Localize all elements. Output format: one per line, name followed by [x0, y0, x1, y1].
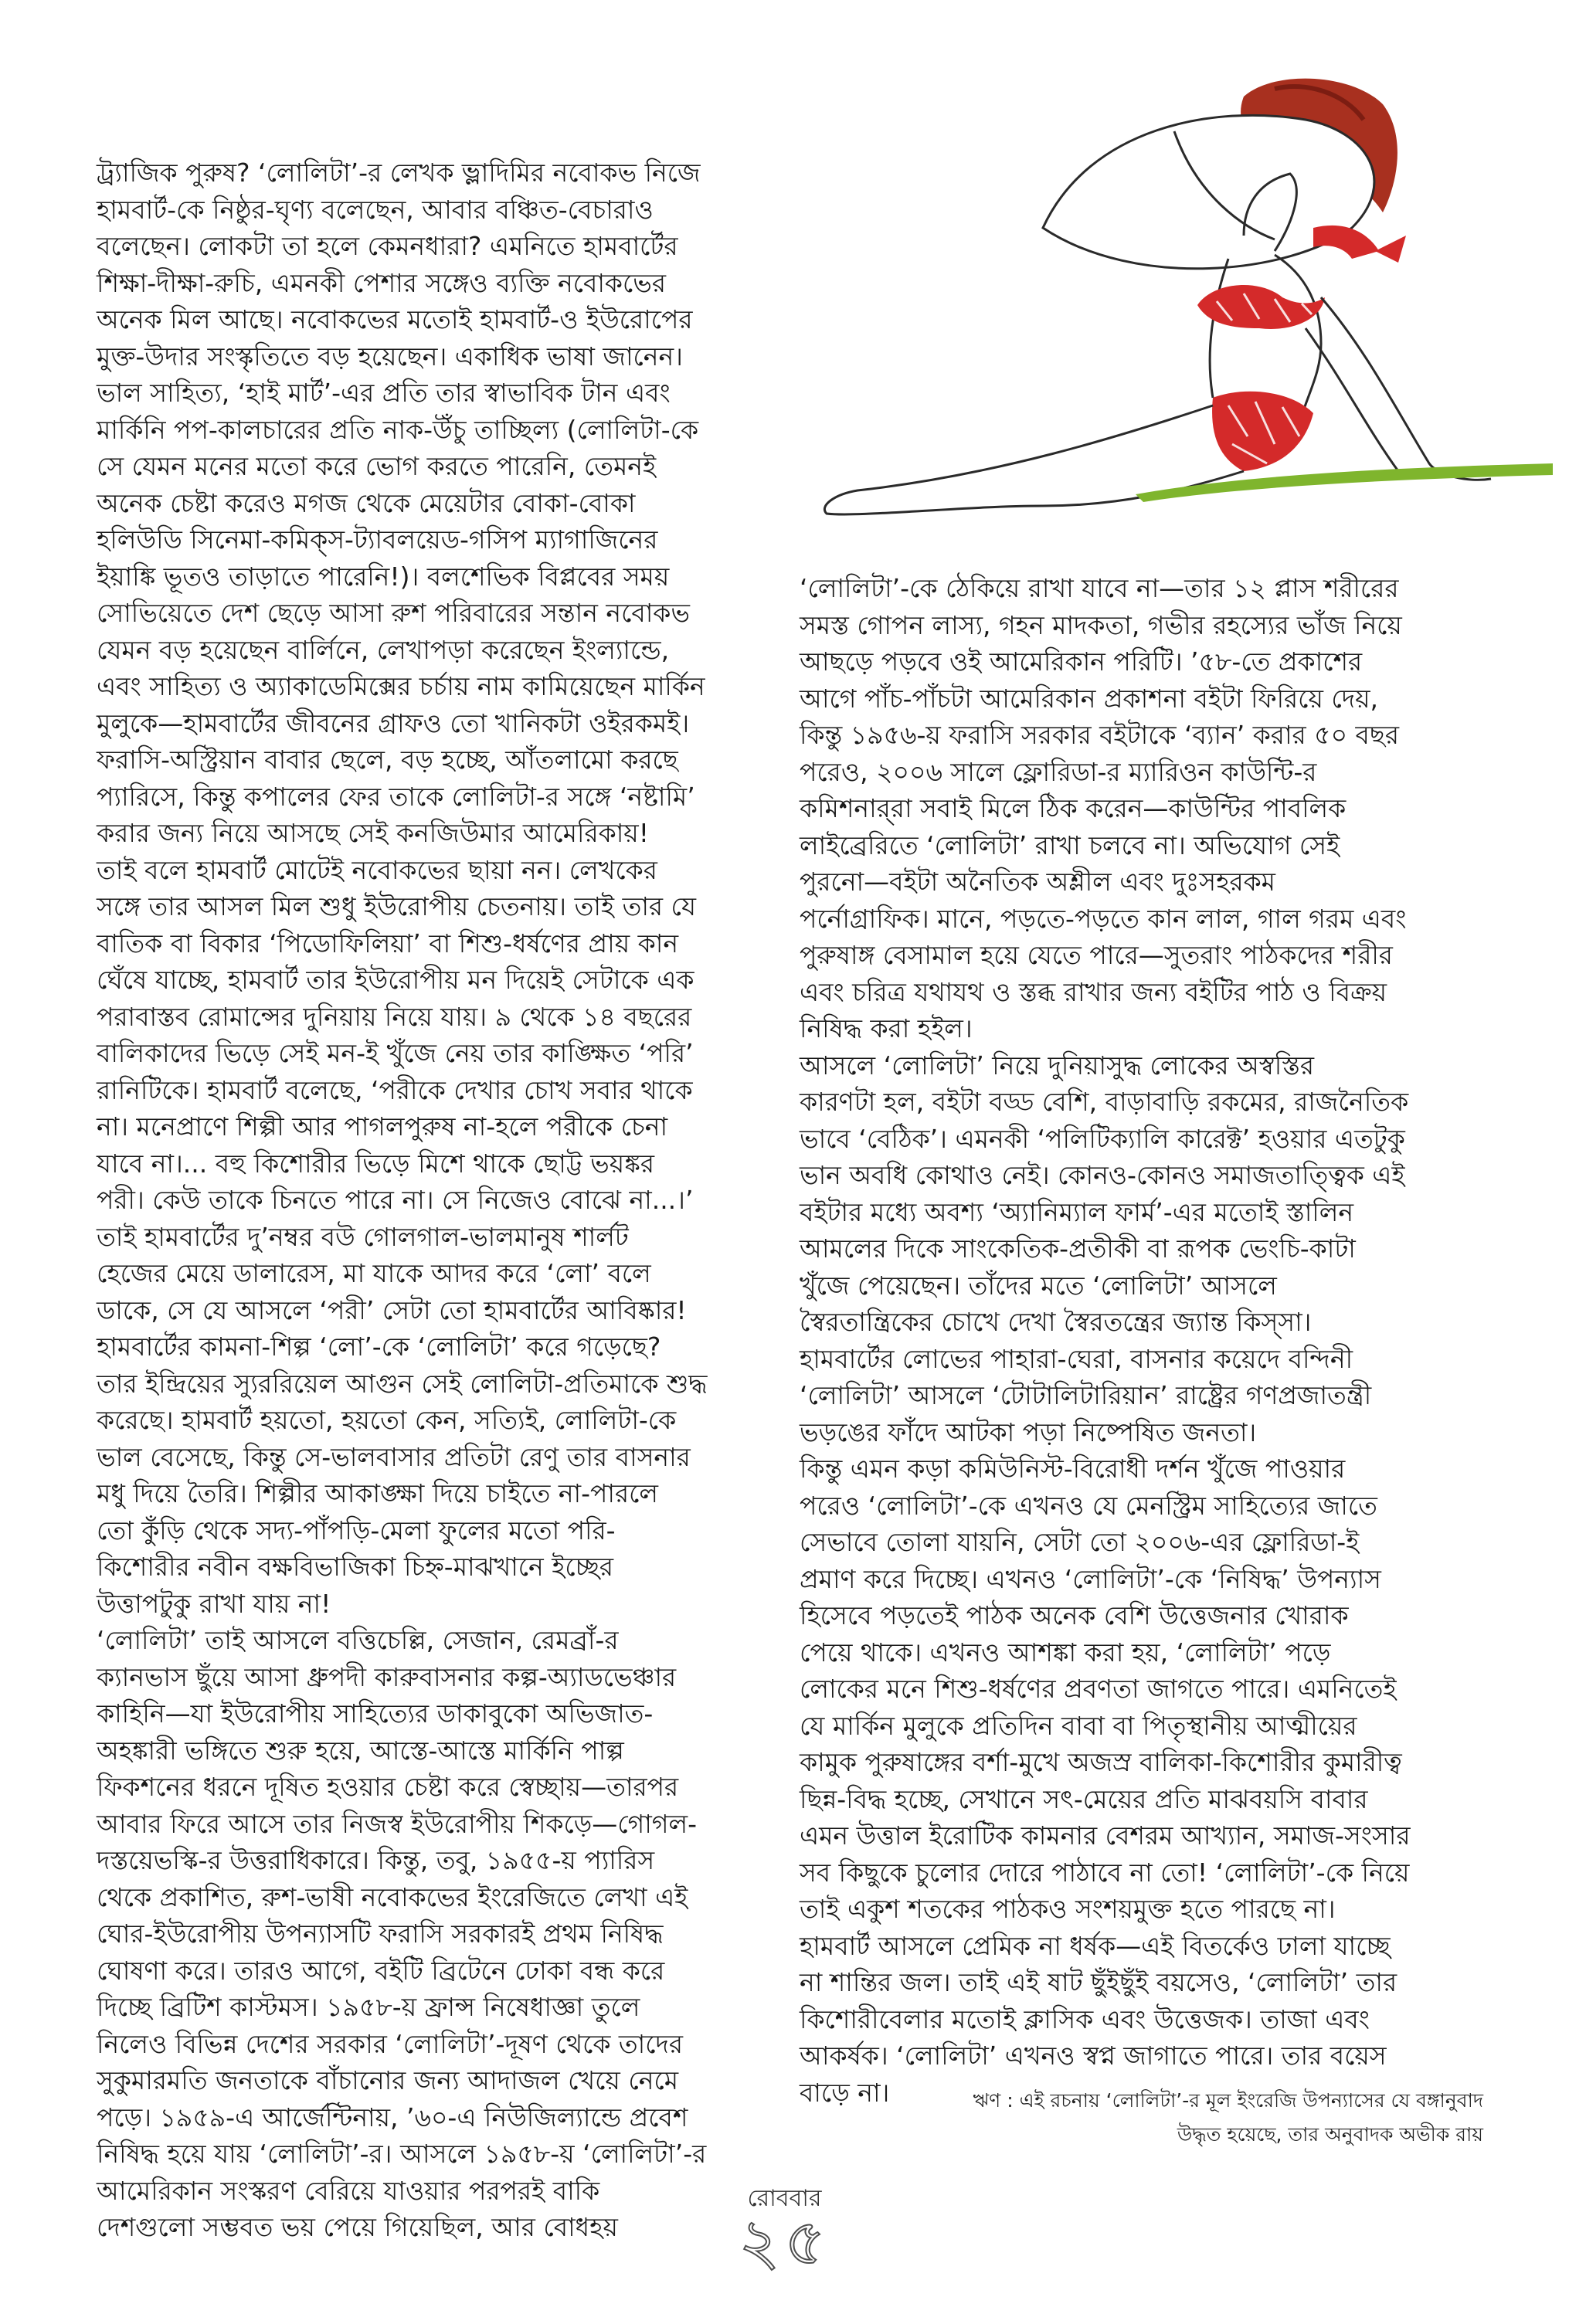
- text-line: পর্নোগ্রাফিক। মানে, পড়তে-পড়তে কান লাল, গাল গরম এবং: [800, 903, 1407, 934]
- text-line: নিলেও বিভিন্ন দেশের সরকার ‘লোলিটা’-দূষণ থেকে তাদের: [97, 2028, 684, 2059]
- text-line: হলিউডি সিনেমা-কমিক্‌স-ট্যাবলয়েড-গসিপ ম্যাগাজিনের: [97, 524, 658, 555]
- illustration-woman-in-bikini: [811, 73, 1553, 537]
- article-right-column: [800, 570, 1479, 2111]
- text-line: বাড়ে না।: [800, 2077, 890, 2108]
- text-line: কমিশনার্‌রা সবাই মিলে ঠিক করেন—কাউন্টির পাবলিক: [800, 793, 1347, 823]
- text-line: ঘেঁষে যাচ্ছে, হামবার্ট তার ইউরোপীয় মন দিয়েই সেটাকে এক: [97, 965, 695, 995]
- text-line: ডাকে, সে যে আসলে ‘পরী’ সেটা তো হামবার্টের আবিষ্কার!: [97, 1294, 687, 1325]
- text-line: মধু দিয়ে তৈরি। শিল্পীর আকাঙ্ক্ষা দিয়ে চাইতে না-পারলে: [97, 1478, 658, 1508]
- text-line: দস্তয়েভস্কি-র উত্তরাধিকারে। কিন্তু, তবু, ১৯৫৫-য় প্যারিস: [97, 1845, 655, 1875]
- text-line: হিসেবে পড়তেই পাঠক অনেক বেশি উত্তেজনার খোরাক: [800, 1600, 1349, 1630]
- text-line: আছড়ে পড়বে ওই আমেরিকান পরিটি। ’৫৮-তে প্রকাশের: [800, 646, 1363, 677]
- text-line: প্যারিসে, কিন্তু কপালের ফের তাকে লোলিটা-র সঙ্গে ‘নষ্টামি’: [97, 781, 695, 812]
- text-line: ঘোর-ইউরোপীয় উপন্যাসটি ফরাসি সরকারই প্রথম নিষিদ্ধ: [97, 1919, 664, 1949]
- text-line: কিশোরীবেলার মতোই ক্লাসিক এবং উত্তেজক। তাজা এবং: [800, 2003, 1370, 2034]
- text-line: লোকের মনে শিশু-ধর্ষণের প্রবণতা জাগতে পারে। এমনিতেই: [800, 1674, 1397, 1704]
- text-line: উত্তাপটুকু রাখা যায় না!: [97, 1588, 331, 1619]
- text-line: পুরুষাঙ্গ বেসামাল হয়ে যেতে পারে—সুতরাং পাঠকদের শরীর: [800, 940, 1393, 970]
- text-line: আমলের দিকে সাংকেতিক-প্রতীকী বা রূপক ভেংচি-কাটা: [800, 1233, 1356, 1264]
- text-line: হামবার্ট আসলে প্রেমিক না ধর্ষক—এই বিতর্কেও ঢালা যাচ্ছে: [800, 1930, 1391, 1961]
- text-line: অনেক চেষ্টা করেও মগজ থেকে মেয়েটার বোকা-বোকা: [97, 487, 636, 518]
- text-line: থেকে প্রকাশিত, রুশ-ভাষী নবোকভের ইংরেজিতে লেখা এই: [97, 1881, 688, 1912]
- text-line: বলেছেন। লোকটা তা হলে কেমনধারা? এমনিতে হামবার্টের: [97, 231, 678, 261]
- text-line: মুক্ত-উদার সংস্কৃতিতে বড় হয়েছেন। একাধিক ভাষা জানেন।: [97, 341, 683, 372]
- grass-strip: [1136, 463, 1553, 502]
- text-line: ভড়ঙের ফাঁদে আটকা পড়া নিষ্পেষিত জনতা।: [800, 1416, 1257, 1447]
- leg-outline: [824, 405, 1244, 514]
- text-line: যে মার্কিন মুলুকে প্রতিদিন বাবা বা পিতৃস্থানীয় আত্মীয়ের: [800, 1710, 1357, 1741]
- text-line: ট্র্যাজিক পুরুষ? ‘লোলিটা’-র লেখক ভ্লাদিমির নবোকভ নিজে: [97, 158, 701, 188]
- text-line: কিন্তু এমন কড়া কমিউনিস্ট-বিরোধী দর্শন খুঁজে পাওয়ার: [800, 1454, 1346, 1484]
- text-line: তার ইন্দ্রিয়ের স্যুররিয়েল আগুন সেই লোলিটা-প্রতিমাকে শুদ্ধ: [97, 1368, 708, 1399]
- page-number: ২৫: [739, 2206, 830, 2279]
- text-line: হামবার্ট-কে নিষ্ঠুর-ঘৃণ্য বলেছেন, আবার বঞ্চিত-বেচারাও: [97, 194, 654, 225]
- text-line: শিক্ষা-দীক্ষা-রুচি, এমনকী পেশার সঙ্গেও ব্যক্তি নবোকভের: [97, 267, 667, 298]
- text-line: ফিকশনের ধরনে দূষিত হওয়ার চেষ্টা করে স্বেচ্ছায়—তারপর: [97, 1772, 679, 1802]
- text-line: এবং চরিত্র যথাযথ ও স্তব্ধ রাখার জন্য বইটির পাঠ ও বিক্রয়: [800, 976, 1387, 1007]
- text-line: রানিটিকে। হামবার্ট বলেছে, ‘পরীকে দেখার চোখ সবার থাকে: [97, 1074, 693, 1105]
- article-left-column: [97, 154, 776, 2246]
- text-line: পরাবাস্তব রোমান্সের দুনিয়ায় নিয়ে যায়। ৯ থেকে ১৪ বছরের: [97, 1001, 692, 1032]
- text-line: কারণটা হল, বইটা বড্ড বেশি, বাড়াবাড়ি রকমের, রাজনৈতিক: [800, 1087, 1409, 1117]
- text-line: আগে পাঁচ-পাঁচটা আমেরিকান প্রকাশনা বইটা ফিরিয়ে দেয়,: [800, 683, 1379, 714]
- text-line: স্বৈরতান্ত্রিকের চোখে দেখা স্বৈরতন্ত্রের জ্যান্ত কিস্‌সা।: [800, 1307, 1312, 1337]
- text-line: হেজের মেয়ে ডালারেস, মা যাকে আদর করে ‘লো’ বলে: [97, 1258, 651, 1288]
- text-line: নিষিদ্ধ হয়ে যায় ‘লোলিটা’-র। আসলে ১৯৫৮-য় ‘লোলিটা’-র: [97, 2139, 707, 2169]
- text-line: ‘লোলিটা’ তাই আসলে বত্তিচেল্লি, সেজান, রেমব্রাঁ-র: [97, 1625, 619, 1655]
- text-line: হামবার্টের লোভের পাহারা-ঘেরা, বাসনার কয়েদে বন্দিনী: [800, 1343, 1353, 1374]
- text-line: আমেরিকান সংস্করণ বেরিয়ে যাওয়ার পরপরই বাকি: [97, 2175, 600, 2206]
- text-line: সমস্ত গোপন লাস্য, গহন মাদকতা, গভীর রহস্যের ভাঁজ নিয়ে: [800, 609, 1402, 640]
- text-line: ইয়াঙ্কি ভূতও তাড়াতে পারেনি!)। বলশেভিক বিপ্লবের সময়: [97, 561, 670, 592]
- footnote: [850, 2084, 1483, 2152]
- text-line: যেমন বড় হয়েছেন বার্লিনে, লেখাপড়া করেছেন ইংল্যান্ডে,: [97, 634, 670, 665]
- text-line: এবং সাহিত্য ও অ্যাকাডেমিক্সের চর্চায় নাম কামিয়েছেন মার্কিন: [97, 671, 705, 701]
- text-line: তাই একুশ শতকের পাঠকও সংশয়মুক্ত হতে পারছে না।: [800, 1894, 1336, 1924]
- text-line: অনেক মিল আছে। নবোকভের মতোই হামবার্ট-ও ইউরোপের: [97, 304, 693, 334]
- text-line: ভান অবধি কোথাও নেই। কোনও-কোনও সমাজতাত্ত্বিক এই: [800, 1160, 1405, 1190]
- text-line: হামবার্টের কামনা-শিল্প ‘লো’-কে ‘লোলিটা’ করে গড়েছে?: [97, 1332, 661, 1362]
- text-line: সব কিছুকে চুলোর দোরে পাঠাবে না তো! ‘লোলিটা’-কে নিয়ে: [800, 1857, 1410, 1888]
- text-line: খুঁজে পেয়েছেন। তাঁদের মতে ‘লোলিটা’ আসলে: [800, 1270, 1277, 1301]
- text-line: পরী। কেউ তাকে চিনতে পারে না। সে নিজেও বোঝে না...।’: [97, 1185, 694, 1215]
- text-line: সুকুমারমতি জনতাকে বাঁচানোর জন্য আদাজল খেয়ে নেমে: [97, 2065, 679, 2095]
- text-line: তাই বলে হামবার্ট মোটেই নবোকভের ছায়া নন। লেখকের: [97, 854, 657, 885]
- text-line: এমন উত্তাল ইরোটিক কামনার বেশরম আখ্যান, সমাজ-সংসার: [800, 1820, 1411, 1851]
- text-line: তো কুঁড়ি থেকে সদ্য-পাঁপড়ি-মেলা ফুলের মতো পরি-: [97, 1515, 616, 1545]
- text-line: ভাল সাহিত্য, ‘হাই মার্ট’-এর প্রতি তার স্বাভাবিক টান এবং: [97, 378, 671, 408]
- text-line: বইটার মধ্যে অবশ্য ‘অ্যানিম্যাল ফার্ম’-এর মতোই স্তালিন: [800, 1196, 1354, 1227]
- text-line: দেশগুলো সম্ভবত ভয় পেয়ে গিয়েছিল, আর বোধহয়: [97, 2212, 618, 2242]
- text-line: ক্যানভাস ছুঁয়ে আসা ধ্রুপদী কারুবাসনার কল্প-অ্যাডভেঞ্চার: [97, 1661, 677, 1692]
- text-line: সে যেমন মনের মতো করে ভোগ করতে পারেনি, তেমনই: [97, 451, 657, 481]
- text-line: আসলে ‘লোলিটা’ নিয়ে দুনিয়াসুদ্ধ লোকের অস্বস্তির: [800, 1050, 1315, 1081]
- text-line: পরেও ‘লোলিটা’-কে এখনও যে মেনস্ট্রিম সাহিত্যের জাতে: [800, 1490, 1377, 1521]
- text-line: বালিকাদের ভিড়ে সেই মন-ই খুঁজে নেয় তার কাঙ্ক্ষিত ‘পরি’: [97, 1038, 694, 1068]
- text-line: সোভিয়েতে দেশ ছেড়ে আসা রুশ পরিবারের সন্তান নবোকভ: [97, 598, 690, 628]
- text-line: বাতিক বা বিকার ‘পিডোফিলিয়া’ বা শিশু-ধর্ষণের প্রায় কান: [97, 928, 679, 958]
- text-line: আকর্ষক। ‘লোলিটা’ এখনও স্বপ্ন জাগাতে পারে। তার বয়েস: [800, 2041, 1387, 2071]
- text-line: না শান্তির জল। তাই এই ষাট ছুঁইছুঁই বয়সেও, ‘লোলিটা’ তার: [800, 1967, 1397, 1997]
- text-line: সেভাবে তোলা যায়নি, সেটা তো ২০০৬-এর ফ্লোরিডা-ই: [800, 1527, 1360, 1557]
- text-line: প্রমাণ করে দিচ্ছে। এখনও ‘লোলিটা’-কে ‘নিষিদ্ধ’ উপন্যাস: [800, 1563, 1381, 1594]
- text-line: ঘোষণা করে। তারও আগে, বইটি ব্রিটেনে ঢোকা বন্ধ করে: [97, 1955, 665, 1986]
- text-line: কিন্তু ১৯৫৬-য় ফরাসি সরকার বইটাকে ‘ব্যান’ করার ৫০ বছর: [800, 720, 1400, 750]
- text-line: কিশোরীর নবীন বক্ষবিভাজিকা চিহ্ন-মাঝখানে ইচ্ছের: [97, 1552, 614, 1582]
- text-line: পুরনো—বইটা অনৈতিক অশ্লীল এবং দুঃসহরকম: [800, 867, 1276, 897]
- text-line: সঙ্গে তার আসল মিল শুধু ইউরোপীয় চেতনায়। তাই তার যে: [97, 891, 696, 921]
- text-line: তাই হামবার্টের দু’নম্বর বউ গোলগাল-ভালমানুষ শার্লট: [97, 1221, 629, 1252]
- footnote-line: উদ্ধৃত হয়েছে, তার অনুবাদক অভীক রায়: [1177, 2123, 1483, 2146]
- text-line: ‘লোলিটা’-কে ঠেকিয়ে রাখা যাবে না—তার ১২ প্লাস শরীরের: [800, 573, 1399, 603]
- text-line: ফরাসি-অস্ট্রিয়ান বাবার ছেলে, বড় হচ্ছে, আঁতলামো করছে: [97, 745, 678, 775]
- text-line: ‘লোলিটা’ আসলে ‘টোটালিটারিয়ান’ রাষ্ট্রের গণপ্রজাতন্ত্রী: [800, 1380, 1372, 1410]
- text-line: পেয়ে থাকে। এখনও আশঙ্কা করা হয়, ‘লোলিটা’ পড়ে: [800, 1637, 1331, 1668]
- text-line: ভাল বেসেছে, কিন্তু সে-ভালবাসার প্রতিটা রেণু তার বাসনার: [97, 1441, 691, 1472]
- text-line: ভাবে ‘বেঠিক’। এমনকী ‘পলিটিক্যালি কারেক্ট’ হওয়ার এতটুকু: [800, 1123, 1405, 1154]
- text-line: পড়ে। ১৯৫৯-এ আর্জেন্টিনায়, ’৬০-এ নিউজিল্যান্ডে প্রবেশ: [97, 2102, 688, 2132]
- footnote-line: ঋণ : এই রচনায় ‘লোলিটা’-র মূল ইংরেজি উপন্যাসের যে বঙ্গানুবাদ: [973, 2089, 1483, 2112]
- text-line: আবার ফিরে আসে তার নিজস্ব ইউরোপীয় শিকড়ে—গোগল-: [97, 1808, 697, 1839]
- text-line: দিচ্ছে ব্রিটিশ কাস্টমস। ১৯৫৮-য় ফ্রান্স নিষেধাজ্ঞা তুলে: [97, 1992, 640, 2022]
- text-line: পরেও, ২০০৬ সালে ফ্লোরিডা-র ম্যারিওন কাউন্টি-র: [800, 756, 1317, 787]
- text-line: নিষিদ্ধ করা হইল।: [800, 1013, 973, 1043]
- text-line: করেছে। হামবার্ট হয়তো, হয়তো কেন, সত্যিই, লোলিটা-কে: [97, 1405, 677, 1435]
- text-line: মার্কিনি পপ-কালচারের প্রতি নাক-উঁচু তাচ্ছিল্য (লোলিটা-কে: [97, 414, 699, 445]
- scarf-shape: [1313, 226, 1379, 259]
- text-line: না। মনেপ্রাণে শিল্পী আর পাগলপুরুষ না-হলে পরীকে চেনা: [97, 1111, 668, 1142]
- text-line: কাহিনি—যা ইউরোপীয় সাহিত্যের ডাকাবুকো অভিজাত-: [97, 1698, 654, 1729]
- text-line: লাইব্রেরিতে ‘লোলিটা’ রাখা চলবে না। অভিযোগ সেই: [800, 830, 1340, 860]
- text-line: করার জন্য নিয়ে আসছে সেই কনজিউমার আমেরিকায়!: [97, 818, 649, 848]
- text-line: কামুক পুরুষাঙ্গের বর্শা-মুখে অজস্র বালিকা-কিশোরীর কুমারীত্ব: [800, 1747, 1402, 1777]
- text-line: মুলুকে—হামবার্টের জীবনের গ্রাফও তো খানিকটা ওইরকমই।: [97, 707, 690, 738]
- text-line: অহঙ্কারী ভঙ্গিতে শুরু হয়ে, আস্তে-আস্তে মার্কিনি পাল্প: [97, 1735, 624, 1766]
- text-line: যাবে না।... বহু কিশোরীর ভিড়ে মিশে থাকে ছোট্ট ভয়ঙ্কর: [97, 1148, 655, 1179]
- magazine-name: রোববার: [747, 2185, 822, 2212]
- text-line: ছিন্ন-বিদ্ধ হচ্ছে, সেখানে সৎ-মেয়ের প্রতি মাঝবয়সি বাবার: [800, 1783, 1368, 1814]
- bikini-bottom: [1212, 392, 1313, 471]
